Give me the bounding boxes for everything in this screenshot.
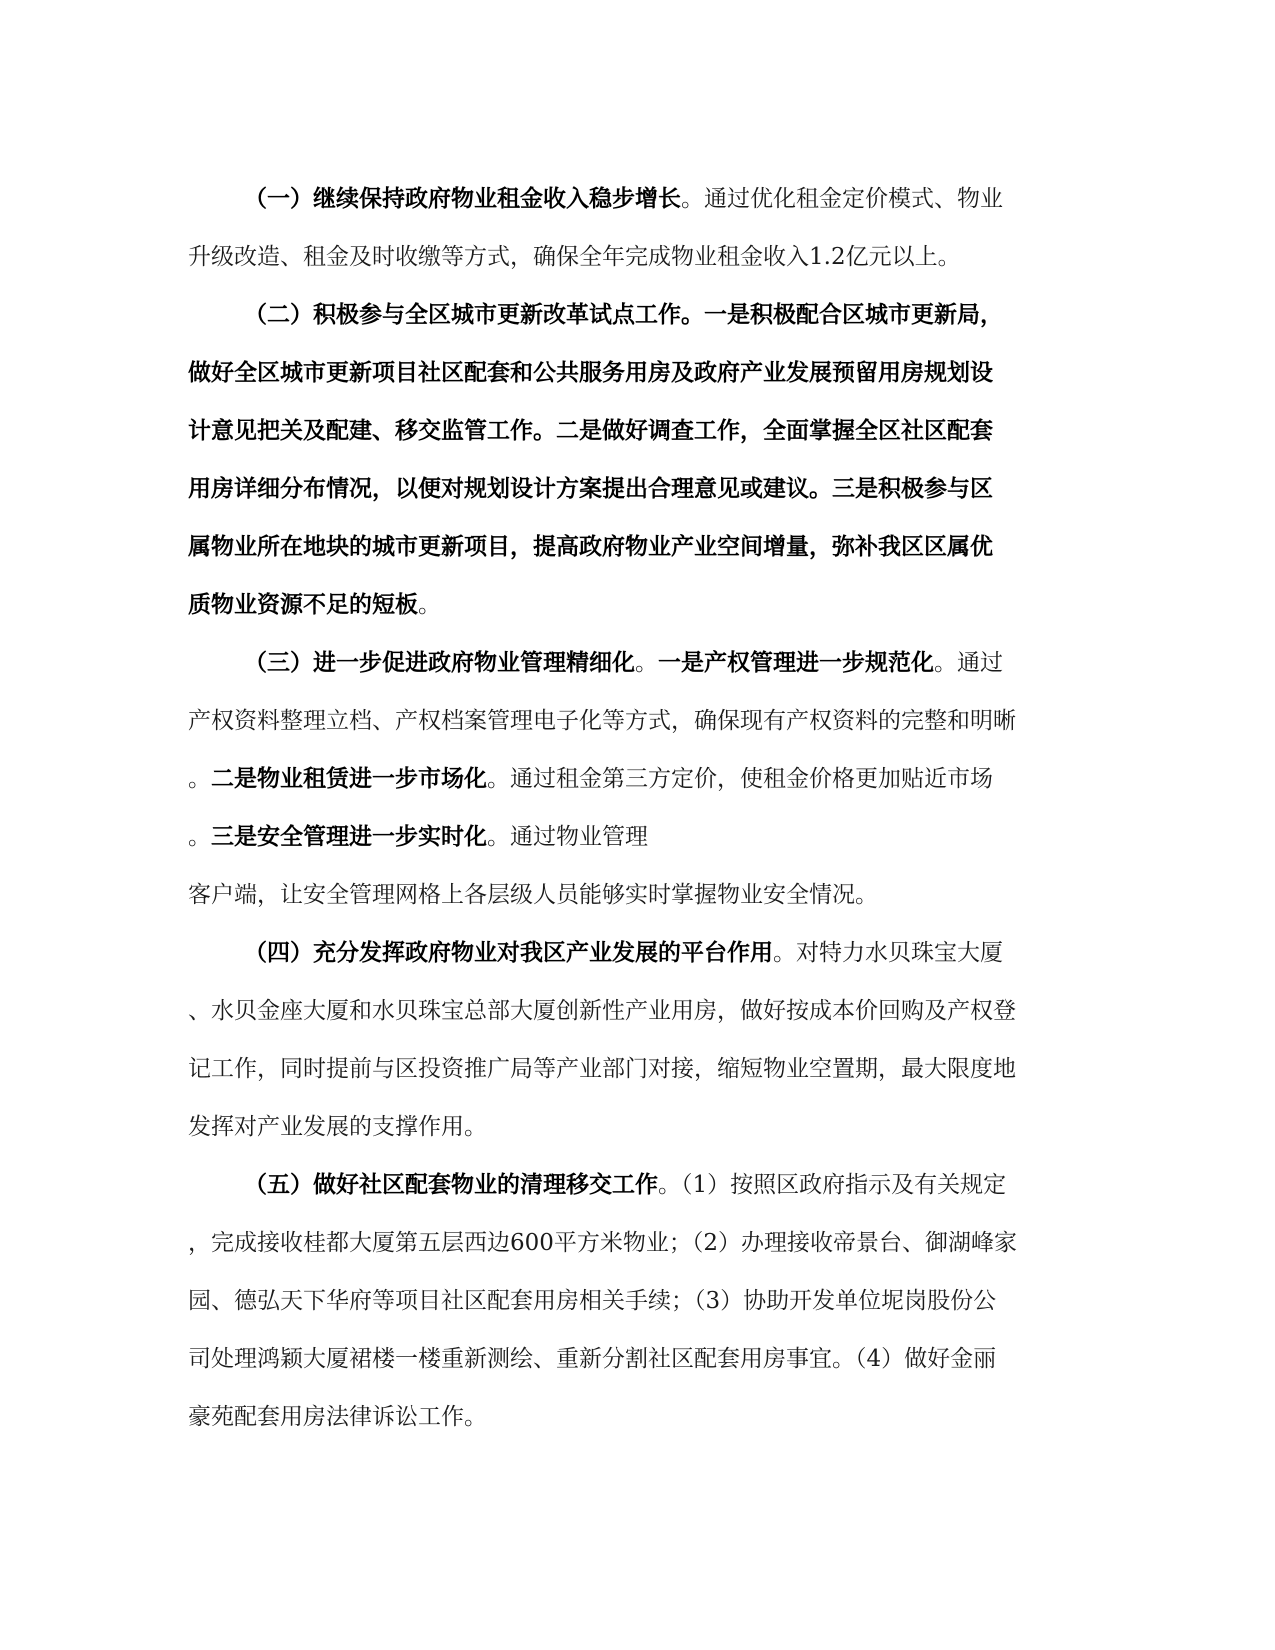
text-line xyxy=(188,1272,1088,1330)
text-segment: 升级改造、租金及时收缴等方式，确保全年完成物业租金收入1.2亿元以上。 xyxy=(188,244,961,270)
text-line xyxy=(188,344,1088,402)
text-segment: 。通过租金第三方定价，使租金价格更加贴近市场 xyxy=(487,766,993,792)
text-segment: 。（1）按照区政府指示及有关规定 xyxy=(658,1172,1007,1198)
text-line xyxy=(188,286,1088,344)
bold-text-segment: （五）做好社区配套物业的清理移交工作 xyxy=(244,1172,658,1198)
text-line xyxy=(188,228,1088,286)
text-segment: 产权资料整理立档、产权档案管理电子化等方式，确保现有产权资料的完整和明晰 xyxy=(188,708,1016,734)
text-line xyxy=(188,808,1088,866)
text-line xyxy=(188,460,1088,518)
text-line xyxy=(188,924,1088,982)
text-line xyxy=(188,402,1088,460)
bold-text-segment: （一）继续保持政府物业租金收入稳步增长 xyxy=(244,186,681,212)
text-line xyxy=(188,518,1088,576)
bold-text-segment: （四）充分发挥政府物业对我区产业发展的平台作用 xyxy=(244,940,773,966)
text-line xyxy=(188,692,1088,750)
bold-text-segment: 用房详细分布情况，以便对规划设计方案提出合理意见或建议 xyxy=(188,476,809,502)
document-body xyxy=(188,170,1088,1446)
text-segment: 。通过优化租金定价模式、物业 xyxy=(681,186,1003,212)
bold-text-segment: （三）进一步促进政府物业管理精细化 xyxy=(244,650,635,676)
text-line xyxy=(188,1388,1088,1446)
bold-text-segment: 属物业所在地块的城市更新项目，提高政府物业产业空间增量，弥补我区区属优 xyxy=(188,534,993,560)
text-segment: 、水贝金座大厦和水贝珠宝总部大厦创新性产业用房，做好按成本价回购及产权登 xyxy=(188,998,1016,1024)
bold-text-segment: 。三是积极参与区 xyxy=(809,476,993,502)
text-segment: 。 xyxy=(635,650,658,676)
text-segment: 司处理鸿颖大厦裙楼一楼重新测绘、重新分割社区配套用房事宜。（4）做好金丽 xyxy=(188,1346,997,1372)
text-line xyxy=(188,1156,1088,1214)
text-segment: 。 xyxy=(188,766,211,792)
text-segment: 。 xyxy=(418,592,441,618)
text-line xyxy=(188,866,1088,924)
text-segment: 。对特力水贝珠宝大厦 xyxy=(773,940,1003,966)
text-line xyxy=(188,634,1088,692)
bold-text-segment: 做好全区城市更新项目社区配套和公共服务用房及政府产业发展预留用房规划设 xyxy=(188,360,993,386)
text-segment: ，完成接收桂都大厦第五层西边600平方米物业；（2）办理接收帝景台、御湖峰家 xyxy=(188,1230,1018,1256)
text-line xyxy=(188,1330,1088,1388)
bold-text-segment: 计意见把关及配建、移交监管工作 xyxy=(188,418,533,444)
bold-text-segment: 一是产权管理进一步规范化 xyxy=(658,650,934,676)
bold-text-segment: （二）积极参与全区城市更新改革试点工作。一是积极配合区城市更新局， xyxy=(244,302,1003,328)
text-segment: 。通过物业管理 xyxy=(487,824,648,850)
text-segment: 。通过 xyxy=(934,650,1003,676)
text-line xyxy=(188,982,1088,1040)
text-segment: 发挥对产业发展的支撑作用。 xyxy=(188,1114,487,1140)
text-segment: 豪苑配套用房法律诉讼工作。 xyxy=(188,1404,487,1430)
bold-text-segment: 三是安全管理进一步实时化 xyxy=(211,824,487,850)
bold-text-segment: 。二是做好调查工作，全面掌握全区社区配套 xyxy=(533,418,993,444)
bold-text-segment: 二是物业租赁进一步市场化 xyxy=(211,766,487,792)
text-segment: 园、德弘天下华府等项目社区配套用房相关手续；（3）协助开发单位坭岗股份公 xyxy=(188,1288,997,1314)
text-line xyxy=(188,170,1088,228)
text-line xyxy=(188,1214,1088,1272)
text-segment: 记工作，同时提前与区投资推广局等产业部门对接，缩短物业空置期，最大限度地 xyxy=(188,1056,1016,1082)
bold-text-segment: 质物业资源不足的短板 xyxy=(188,592,418,618)
text-line xyxy=(188,1098,1088,1156)
text-line xyxy=(188,576,1088,634)
text-line xyxy=(188,1040,1088,1098)
text-line xyxy=(188,750,1088,808)
text-segment: 客户端，让安全管理网格上各层级人员能够实时掌握物业安全情况。 xyxy=(188,882,878,908)
text-segment: 。 xyxy=(188,824,211,850)
